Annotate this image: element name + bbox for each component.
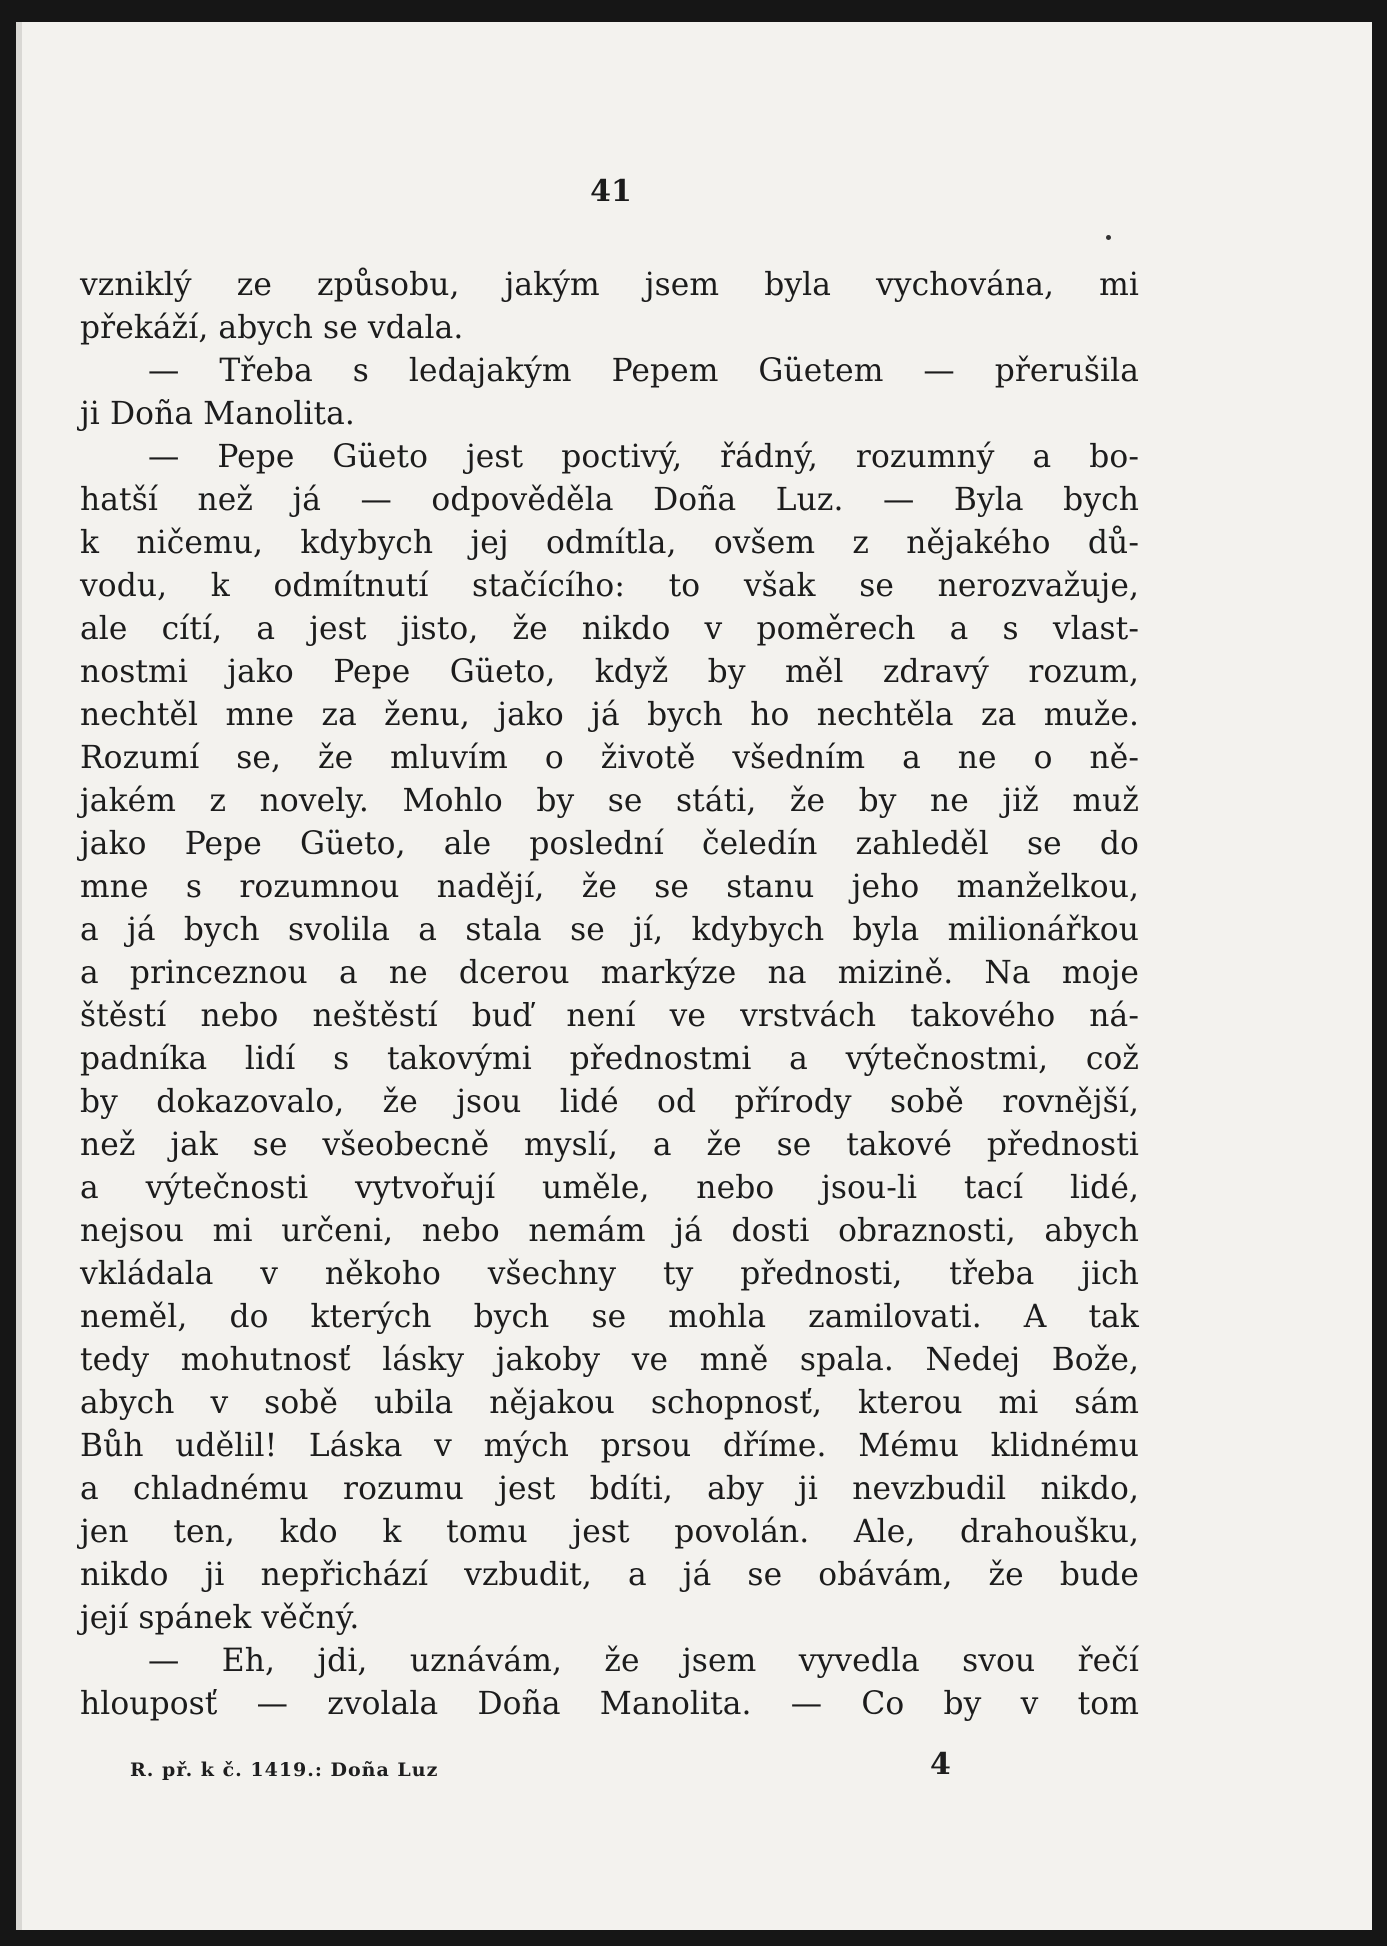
text-line: jako Pepe Güeto, ale poslední čeledín zahleděl se do: [80, 826, 1139, 862]
text-line: Rozumí se, že mluvím o životě všedním a ne o ně-: [80, 740, 1139, 776]
text-line: by dokazovalo, že jsou lidé od přírody sobě rovnější,: [80, 1084, 1139, 1120]
book-page: [16, 22, 1372, 1930]
footer-signature: R. př. k č. 1419.: Doña Luz: [130, 1759, 439, 1781]
text-line: její spánek věčný.: [80, 1600, 360, 1636]
text-line: k ničemu, kdybych jej odmítla, ovšem z nějakého dů-: [80, 525, 1139, 561]
text-line: vzniklý ze způsobu, jakým jsem byla vychována, mi: [80, 267, 1139, 303]
page-edge-shadow: [16, 22, 22, 1930]
text-line: ale cítí, a jest jisto, že nikdo v poměrech a s vlast-: [80, 611, 1139, 647]
text-line: — Eh, jdi, uznávám, že jsem vyvedla svou řečí: [148, 1643, 1139, 1679]
text-line: Bůh udělil! Láska v mých prsou dříme. Mému klidnému: [80, 1428, 1139, 1464]
text-line: štěstí nebo neštěstí buď není ve vrstvách takového ná-: [80, 998, 1139, 1034]
text-line: a princeznou a ne dcerou markýze na mizině. Na moje: [80, 955, 1139, 991]
text-line: nechtěl mne za ženu, jako já bych ho nechtěla za muže.: [80, 697, 1139, 733]
text-line: abych v sobě ubila nějakou schopnosť, kterou mi sám: [80, 1385, 1139, 1421]
text-line: než jak se všeobecně myslí, a že se takové přednosti: [80, 1127, 1139, 1163]
text-line: nikdo ji nepřichází vzbudit, a já se obávám, že bude: [80, 1557, 1139, 1593]
text-line: překáží, abych se vdala.: [80, 310, 464, 346]
text-line: vkládala v někoho všechny ty přednosti, třeba jich: [80, 1256, 1139, 1292]
text-line: a výtečnosti vytvořují uměle, nebo jsou-li tací lidé,: [80, 1170, 1139, 1206]
text-line: mne s rozumnou nadějí, že se stanu jeho manželkou,: [80, 869, 1139, 905]
text-line: vodu, k odmítnutí stačícího: to však se nerozvažuje,: [80, 568, 1139, 604]
text-line: ji Doña Manolita.: [80, 396, 355, 432]
body-text: [80, 264, 1139, 1726]
text-line: padníka lidí s takovými přednostmi a výtečnostmi, což: [80, 1041, 1139, 1077]
text-line: nostmi jako Pepe Güeto, když by měl zdravý rozum,: [80, 654, 1139, 690]
text-line: nejsou mi určeni, nebo nemám já dosti obraznosti, abych: [80, 1213, 1139, 1249]
text-line: — Třeba s ledajakým Pepem Güetem — přerušila: [148, 353, 1139, 389]
ink-speck: [1106, 235, 1111, 240]
text-line: a chladnému rozumu jest bdíti, aby ji nevzbudil nikdo,: [80, 1471, 1139, 1507]
page-number: 41: [590, 174, 632, 209]
text-line: jen ten, kdo k tomu jest povolán. Ale, drahoušku,: [80, 1514, 1139, 1550]
text-line: hlouposť — zvolala Doña Manolita. — Co by v tom: [80, 1686, 1139, 1722]
sheet-number: 4: [930, 1747, 951, 1782]
text-line: neměl, do kterých bych se mohla zamilovati. A tak: [80, 1299, 1139, 1335]
text-line: a já bych svolila a stala se jí, kdybych byla milionářkou: [80, 912, 1139, 948]
text-line: tedy mohutnosť lásky jakoby ve mně spala. Nedej Bože,: [80, 1342, 1139, 1378]
text-line: jakém z novely. Mohlo by se státi, že by ne již muž: [80, 783, 1139, 819]
text-line: hatší než já — odpověděla Doña Luz. — Byla bych: [80, 482, 1139, 518]
text-line: — Pepe Güeto jest poctivý, řádný, rozumný a bo-: [148, 439, 1139, 475]
page-footer: [130, 1747, 950, 1787]
